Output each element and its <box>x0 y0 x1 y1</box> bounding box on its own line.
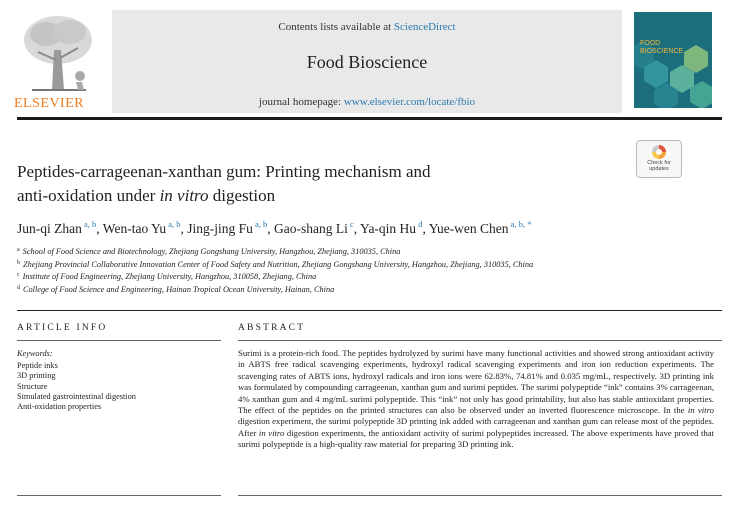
keyword-item: Peptide inks <box>17 361 58 370</box>
article-info-rule <box>17 340 221 341</box>
abstract-heading: ABSTRACT <box>238 323 306 333</box>
abstract-segment: digestion experiment, the surimi polypeptide 3D printing ink added with carrageenan and xanthan gum can release most of the peptides. After <box>238 416 714 438</box>
article-info-bottom-rule <box>17 495 221 496</box>
affiliation-item <box>17 283 722 296</box>
affiliation-text: Institute of Food Engineering, Zhejiang University, Hangzhou, 310058, Zhejiang, China <box>22 272 317 281</box>
cover-title-line2: BIOSCIENCE <box>640 48 684 55</box>
author-name[interactable]: Yue-wen Chen <box>428 221 509 236</box>
author-name[interactable]: Wen-tao Yu <box>102 221 167 236</box>
affiliation-letter: c <box>17 272 20 278</box>
author-affiliation-marker[interactable]: a, b <box>252 219 268 229</box>
abstract-segment: Surimi is a protein-rich food. The peptides hydrolyzed by surimi have many functional activities and showed strong antioxidant activity in ABTS free radical scavenging experiments, hydroxyl radical scavenging experiments and iron ion reduction experiments. The scavenging rates of ABTS ions, hydroxyl radicals and iron ions were 62.83%, 74.81% and 0.035 mg/mL, respectively. 3D printing ink was formulated by compounding carrageenan, xanthan gum and surimi peptides. The surimi polypeptide “ink” contains 3% carrageenan, 4% xanthan gum and 4 mg/mL surimi polypeptide. This “ink” not only has good printability, but also has stable antioxidant properties. The effect of the peptides on the printed structures can also be observed under an inverted fluorescence microscope. In the <box>238 348 714 416</box>
keyword-item: Structure <box>17 381 48 391</box>
affiliation-item <box>17 258 722 271</box>
abstract-bottom-rule <box>238 495 722 496</box>
title-line-1: Peptides-carrageenan-xanthan gum: Printing mechanism and <box>17 162 431 181</box>
check-updates-icon <box>650 144 668 160</box>
author-name[interactable]: Ya-qin Hu <box>360 221 417 236</box>
author-name[interactable]: Gao-shang Li <box>274 221 348 236</box>
author-name[interactable]: Jing-jing Fu <box>187 221 253 236</box>
abstract-italic-term: in vitro <box>258 427 285 438</box>
article-info-heading: ARTICLE INFO <box>17 323 108 333</box>
check-updates-line1: Check for <box>647 160 671 166</box>
author-affiliation-marker[interactable]: a, b <box>81 219 97 229</box>
abstract-rule <box>238 340 722 341</box>
abstract-segment: digestion experiments, the antioxidant activity of surimi polypeptides increased. The above experiments have proved that surimi polypeptide is a high-quality raw material for preparing 3D printing ink. <box>238 427 714 450</box>
affiliation-letter: a <box>17 247 20 253</box>
title-text: anti-oxidation under <box>17 186 160 205</box>
affiliation-text: College of Food Science and Engineering, Hainan Tropical Ocean University, Hainan, China <box>23 284 335 294</box>
journal-cover-image[interactable] <box>634 12 712 108</box>
affiliation-letter: d <box>17 284 20 291</box>
elsevier-wordmark: ELSEVIER <box>14 96 85 111</box>
journal-title[interactable]: Food Bioscience <box>306 52 428 72</box>
keywords-list <box>17 361 136 412</box>
author-affiliation-marker[interactable]: c <box>347 219 354 229</box>
homepage-prefix: journal homepage: <box>258 96 344 108</box>
author-name[interactable]: Jun-qi Zhan <box>17 221 82 236</box>
abstract-text <box>238 348 714 451</box>
journal-homepage-line <box>112 96 622 108</box>
header-rule <box>17 117 722 120</box>
check-updates-line2: updates <box>649 166 669 172</box>
section-rule <box>17 310 722 311</box>
author-affiliation-marker[interactable]: a, b, * <box>508 219 532 229</box>
keywords-label: Keywords: <box>17 349 53 358</box>
affiliation-letter: b <box>17 259 20 266</box>
title-line-2 <box>17 184 577 208</box>
keyword-item: Anti-oxidation properties <box>17 402 102 412</box>
affiliation-text: School of Food Science and Biotechnology, Zhejiang Gongshang University, Hangzhou, Zhejiang, 310035, China <box>22 247 401 256</box>
sciencedirect-link[interactable]: ScienceDirect <box>393 21 456 33</box>
author-list: Jun-qi Zhan $^{a, b}$, Wen-tao Yu $^{a, b}$, Jing-jing Fu $^{a, b}$, Gao-shang Li $^c$, Ya-qin Hu $^d$, Yue-wen Chen $^{a, b, *}$ <box>17 219 532 236</box>
affiliation-item <box>17 270 722 283</box>
check-updates-label <box>636 160 682 172</box>
contents-prefix: Contents lists available at <box>278 21 394 33</box>
affiliation-item <box>17 245 722 258</box>
author-affiliation-marker[interactable]: a, b <box>166 219 181 229</box>
title-text-end: digestion <box>208 186 276 205</box>
affiliation-list <box>17 245 722 295</box>
keyword-item: 3D printing <box>17 371 56 381</box>
abstract-italic-term: in vitro <box>687 405 714 416</box>
contents-list-line <box>112 21 622 33</box>
author-affiliation-marker[interactable]: d <box>416 219 423 229</box>
check-for-updates-button[interactable] <box>636 140 682 178</box>
title-italic-text: in vitro <box>159 186 209 205</box>
keyword-item: Simulated gastrointestinal digestion <box>17 391 136 401</box>
affiliation-text: Zhejiang Provincial Collaborative Innovation Center of Food Safety and Nutrition, Zhejiang Gongshang University, Hangzhou, Zhejiang, 310035, China <box>23 259 534 269</box>
journal-homepage-link[interactable]: www.elsevier.com/locate/fbio <box>343 96 476 108</box>
cover-title-line1: FOOD <box>640 40 661 47</box>
cover-journal-title <box>640 40 710 56</box>
cover-hexagon-pattern <box>634 12 712 108</box>
paper-title <box>17 160 577 208</box>
